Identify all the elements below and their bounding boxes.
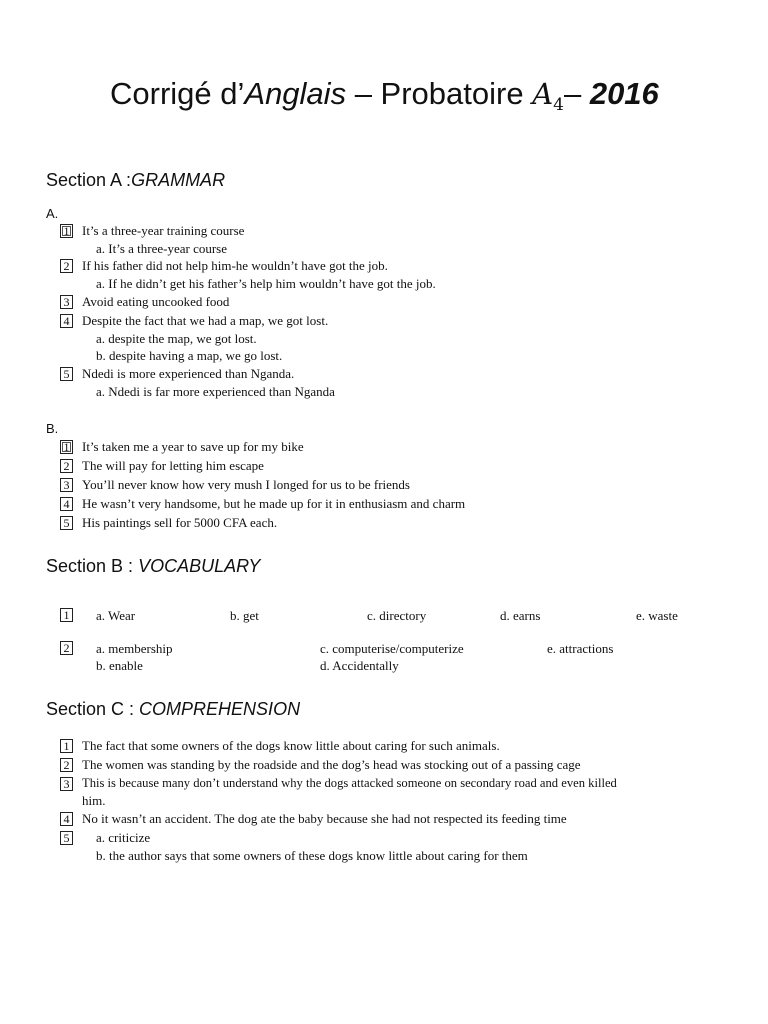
item-number: 3 [60, 295, 73, 309]
vocab-answer: d. earns [500, 608, 541, 623]
part-b-label: B. [46, 421, 59, 436]
answer-line: You’ll never know how very mush I longed for us to be friends [82, 477, 410, 492]
answer-line: If his father did not help him-he wouldn’t have got the job. [82, 258, 388, 273]
section-c-name: COMPREHENSION [139, 699, 301, 719]
item-number: 5 [60, 367, 73, 381]
item-number: 1 [60, 224, 73, 238]
answer-sub-line: a. Ndedi is far more experienced than Nganda [96, 384, 335, 399]
item-number: 3 [60, 478, 73, 492]
answer-sub-line: a. criticize [96, 830, 151, 845]
title-text-1: Corrigé d’ [110, 76, 245, 111]
answer-line: Despite the fact that we had a map, we got lost. [82, 313, 329, 328]
item-number: 4 [60, 497, 73, 511]
answer-line: Avoid eating uncooked food [82, 294, 230, 309]
vocab-answer: a. membership [96, 641, 173, 656]
title-exam: Probatoire [380, 76, 533, 111]
item-number: 2 [60, 758, 73, 772]
item-number: 1 [60, 739, 73, 753]
item-number: 2 [60, 459, 73, 473]
item-number: 5 [60, 831, 73, 845]
answer-line: The will pay for letting him escape [82, 458, 264, 473]
answer-line: This is because many don’t understand why the dogs attacked someone on secondary road and even killed [82, 776, 617, 790]
answer-line: No it wasn’t an accident. The dog ate the baby because she had not respected its feeding time [82, 811, 567, 826]
answer-sub-line: b. despite having a map, we go lost. [96, 348, 283, 363]
item-number: 1 [60, 440, 73, 454]
section-a-name: GRAMMAR [131, 170, 226, 190]
answer-line: His paintings sell for 5000 CFA each. [82, 515, 278, 530]
section-b-name: VOCABULARY [138, 556, 261, 576]
vocab-answer: a. Wear [96, 608, 136, 623]
answer-line: It’s taken me a year to save up for my bike [82, 439, 304, 454]
section-a-heading [46, 170, 225, 191]
section-b-heading [46, 556, 260, 577]
page-title [110, 76, 659, 115]
answer-line: Ndedi is more experienced than Nganda. [82, 366, 295, 381]
title-series-letter: A [532, 77, 554, 111]
answer-sub-line: b. the author says that some owners of these dogs know little about caring for them [96, 848, 528, 863]
answer-line: It’s a three-year training course [82, 223, 245, 238]
answer-sub-line: a. It’s a three-year course [96, 241, 228, 256]
vocab-answer: c. computerise/computerize [320, 641, 464, 656]
answer-sub-line: a. despite the map, we got lost. [96, 331, 257, 346]
answer-line: The women was standing by the roadside and the dog’s head was stocking out of a passing cage [82, 757, 581, 772]
answer-sub-line: a. If he didn’t get his father’s help him wouldn’t have got the job. [96, 276, 436, 291]
vocab-answer: c. directory [367, 608, 427, 623]
item-number: 1 [60, 608, 73, 622]
section-a-prefix: Section A : [46, 170, 132, 190]
vocab-answer: e. waste [636, 608, 678, 623]
answer-line: The fact that some owners of the dogs know little about caring for such animals. [82, 738, 500, 753]
vocab-answer: b. get [230, 608, 259, 623]
answer-line-continued: him. [82, 793, 106, 808]
item-number: 4 [60, 812, 73, 826]
title-dash-2: – [563, 76, 590, 111]
section-c-heading [46, 699, 300, 720]
vocab-answer: e. attractions [547, 641, 614, 656]
title-series-number: 4 [553, 95, 564, 115]
section-c-prefix: Section C : [46, 699, 140, 719]
item-number: 2 [60, 259, 73, 273]
vocab-answer: d. Accidentally [320, 658, 399, 673]
vocab-answer: b. enable [96, 658, 143, 673]
item-number: 5 [60, 516, 73, 530]
title-dash-1: – [346, 76, 381, 111]
item-number: 4 [60, 314, 73, 328]
section-b-prefix: Section B : [46, 556, 139, 576]
title-year: 2016 [589, 76, 659, 111]
answer-line: He wasn’t very handsome, but he made up for it in enthusiasm and charm [82, 496, 466, 511]
item-number: 3 [60, 777, 73, 791]
title-subject: Anglais [244, 76, 347, 111]
item-number: 2 [60, 641, 73, 655]
part-a-label: A. [46, 206, 59, 221]
